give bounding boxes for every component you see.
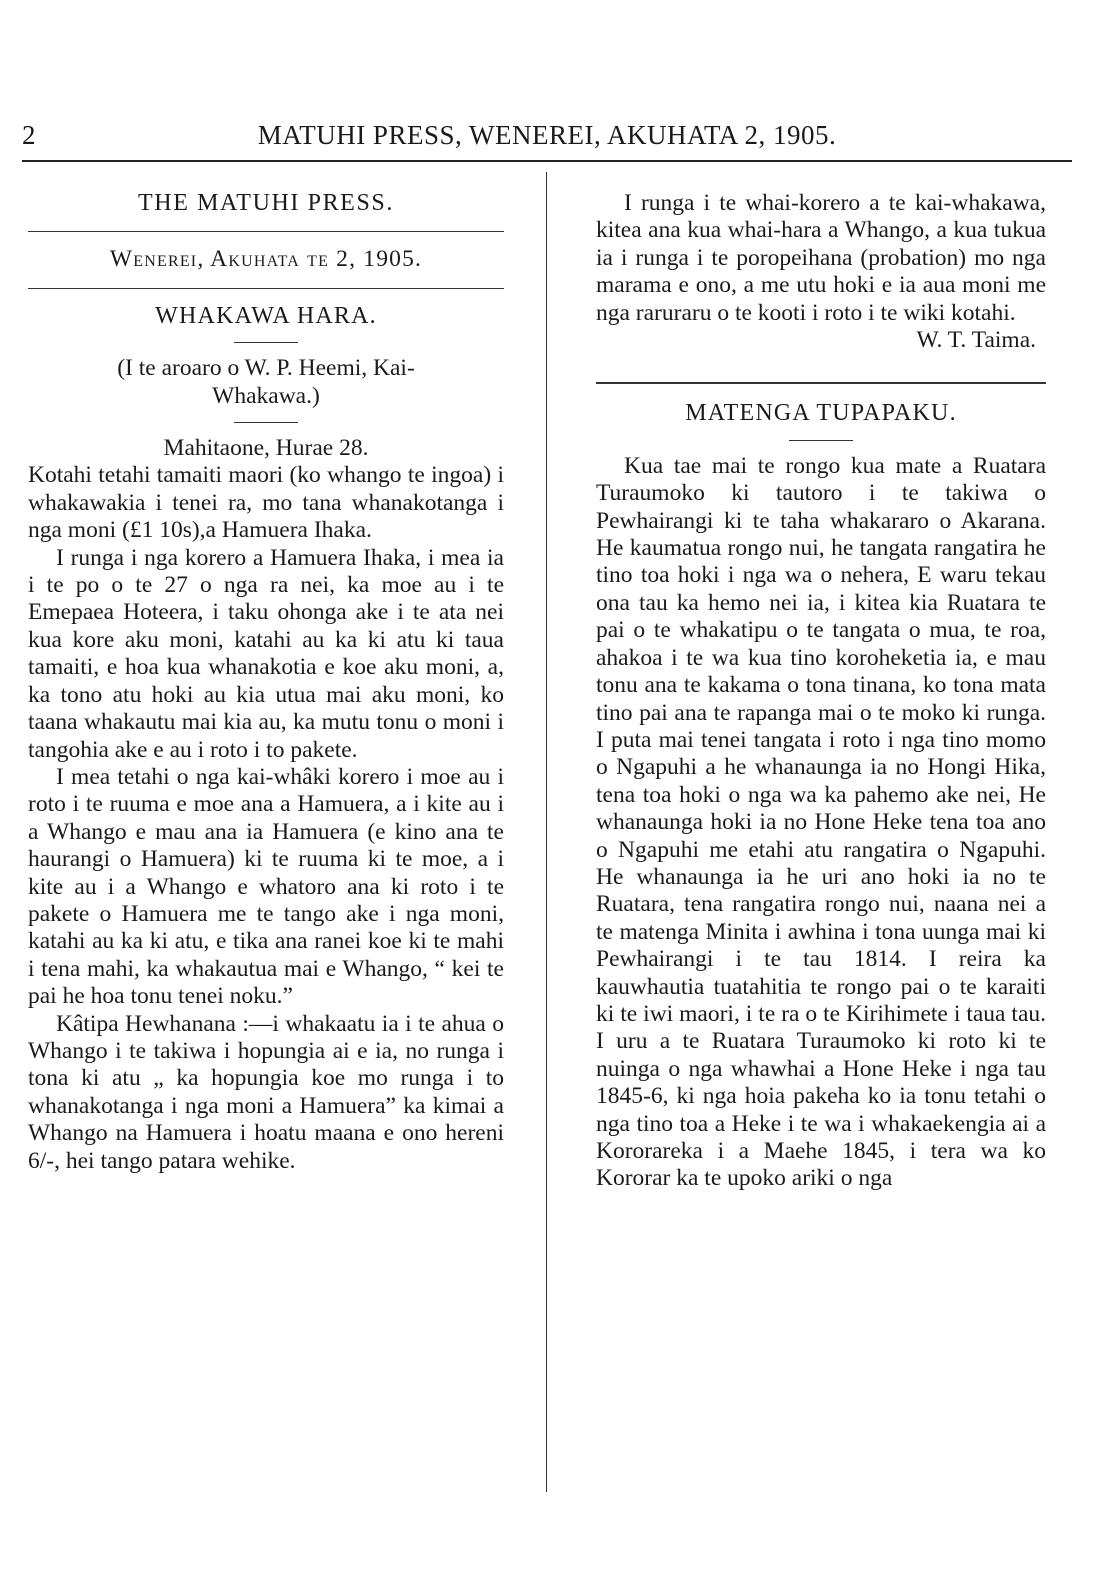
article-paragraph: I runga i nga korero a Hamuera Ihaka, i mea ia i te po o te 27 o nga ra nei, ka moe au i te Emepaea Hoteera, i taku ohonga ake i te ata nei kua kore aku moni, katahi au ka ki atu ki taua tamaiti, e hoa kua whanakotia e koe aku moni, a, ka tono atu hoki au kia utua mai aku moni, ko taana whakautu mai kia au, ka mutu tonu o moni i tangohia ake e au i roto i to pakete. xyxy=(28,544,504,763)
header-rule xyxy=(22,160,1072,162)
obituary-paragraph: Kua tae mai te rongo kua mate a Ruatara Turaumoko ki tautoro i te takiwa o Pewhairangi ki te taha whakararo o Akarana. He kaumatua rongo nui, he tangata rangatira he tino toa hoki i nga wa o nehera, E waru tekau ona tau ka hemo nei ia, i kitea kia Ruatara te pai o te whakatipu o te tangata o mua, te roa, ahakoa i te wa kua tino koroheketia ia, e mau tonu ana te kakama o tona tinana, ko tona mata tino pai ana te rapanga mai o te moko ki runga. I puta mai tenei tangata i roto i nga tino momo o Ngapuhi a he whanaunga ia no Hongi Hika, tena toa hoki o nga wa ka pahemo ake nei, He whanaunga hoki ia no Hone Heke tena toa ano o Ngapuhi me etahi atu rangatira o Ngapuhi. He whanaunga ia he uri ano hoki ia no te Ruatara, tena rangatira rongo nui, naana nei a te matenga Minita i awhina i tona uunga mai ki Pewhairangi i te tau 1814. I reira ka kauwhautia tuatahitia te rongo pai o te karaiti ki te iwi maori, i te ra o te Kirihimete i taua tau. I uru a te Ruatara Turaumoko ki roto ki te nuinga o nga whawhai a Hone Heke i nga tau 1845-6, ki nga hoia pakeha ko ia tonu tetahi o nga tino toa a Heke i te wa i whakaekengia ai a Kororareka i a Maehe 1845, i tera wa ko Kororar ka te upoko ariki o nga xyxy=(596,452,1046,1192)
dateline: Wenerei, Akuhata te 2, 1905. xyxy=(109,246,423,273)
hearing-date: Mahitaone, Hurae 28. xyxy=(163,435,369,462)
dateline-rule xyxy=(28,288,504,289)
section-title-matenga-tupapaku: MATENGA TUPAPAKU. xyxy=(685,400,957,427)
section-rule xyxy=(596,382,1046,384)
section-title-whakawa-hara: WHAKAWA HARA. xyxy=(155,302,377,329)
masthead-rule xyxy=(28,231,504,232)
running-title: MATUHI PRESS, WENEREI, AKUHATA 2, 1905. xyxy=(257,120,837,150)
court-line-2: Whakawa.) xyxy=(212,382,320,409)
short-rule xyxy=(234,422,298,423)
short-rule xyxy=(234,342,298,343)
column-divider xyxy=(546,172,547,1492)
article-paragraph: Kâtipa Hewhanana :—i whakaatu ia i te ahua o Whango i te takiwa i hopungia ai e ia, no runga i tona ki atu „ ka hopungia koe mo runga i to whanakotanga i nga moni a Hamuera” ka kimai a Whango na Hamuera i hoatu maana e ono hereni 6/-, hei tango patara wehike. xyxy=(28,1010,504,1174)
short-rule xyxy=(789,440,853,441)
page-number: 2 xyxy=(22,120,36,150)
right-column xyxy=(596,190,1046,1193)
running-header xyxy=(22,112,1072,160)
court-line-1: (I te aroaro o W. P. Heemi, Kai- xyxy=(117,355,415,382)
left-column xyxy=(28,190,504,1175)
article-paragraph: I mea tetahi o nga kai-whâki korero i moe au i roto i te ruuma e moe ana a Hamuera, a i kite au i a Whango e mau ana ia Hamuera (e kino ana te haurangi o Hamuera) ki te ruuma ki te moe, a i kite au i a Whango e whatoro ana ki roto i te pakete o Hamuera me te tango ake i nga moni, katahi au ka ki atu, e tika ana ranei koe ki te mahi i tena mahi, ka whakautua mai e Whango, “ kei te pai he hoa tonu tenei noku.” xyxy=(28,763,504,1010)
article-paragraph: Kotahi tetahi tamaiti maori (ko whango te ingoa) i whakawakia i tenei ra, mo tana whanakotanga i nga moni (£1 10s),a Hamuera Ihaka. xyxy=(28,462,504,544)
signature: W. T. Taima. xyxy=(916,327,1036,354)
verdict-paragraph: I runga i te whai-korero a te kai-whakawa, kitea ana kua whai-hara a Whango, a kua tukua ia i runga i te poropeihana (probation) mo nga marama e ono, a me utu hoki e ia aua moni me nga raruraru o te kooti i roto i te wiki kotahi. xyxy=(596,190,1046,326)
masthead: THE MATUHI PRESS. xyxy=(138,190,394,216)
